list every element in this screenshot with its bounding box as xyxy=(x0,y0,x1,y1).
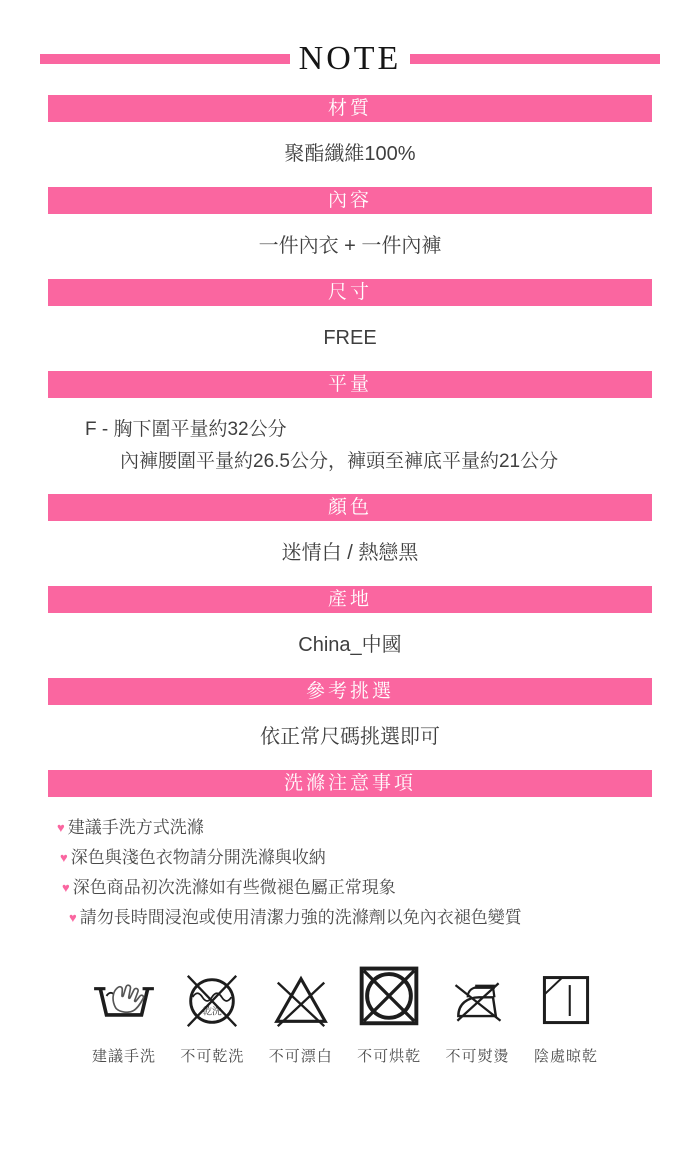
section-header-contents: 內容 xyxy=(48,187,652,214)
hand-wash-icon xyxy=(91,965,157,1033)
section-header-washing: 洗滌注意事項 xyxy=(48,770,652,797)
no-iron-icon xyxy=(448,971,508,1033)
care-note-text: 建議手洗方式洗滌 xyxy=(67,818,204,837)
section-header-color: 顏色 xyxy=(48,494,652,521)
origin-value: China_中國 xyxy=(298,634,402,656)
no-dry-clean-icon xyxy=(181,967,243,1033)
measurement-line-1: F - 胸下圍平量約32公分 xyxy=(85,419,287,440)
care-icon-label: 建議手洗 xyxy=(91,1048,156,1065)
care-icon-label: 陰處晾乾 xyxy=(533,1048,598,1065)
size-value: FREE xyxy=(323,327,377,349)
care-icon-label: 不可漂白 xyxy=(268,1048,333,1065)
contents-value: 一件內衣 + 一件內褲 xyxy=(258,235,442,257)
care-icon-no-tumble-dry xyxy=(345,961,433,1066)
care-note-item xyxy=(0,813,700,843)
care-icon-label: 不可乾洗 xyxy=(180,1048,245,1065)
care-icon-no-iron xyxy=(434,971,522,1066)
section-header-size: 尺寸 xyxy=(48,279,652,306)
section-header-origin: 產地 xyxy=(48,586,652,613)
product-note-page xyxy=(0,42,700,1066)
heart-icon: ♥ xyxy=(60,850,68,865)
care-icons-row xyxy=(80,961,610,1066)
material-value: 聚酯纖維100% xyxy=(284,143,416,165)
dry-clean-inner-text: 乾洗 xyxy=(202,1006,223,1018)
page-title-row xyxy=(40,42,660,76)
heart-icon: ♥ xyxy=(69,910,77,925)
section-header-selection-guide: 參考挑選 xyxy=(48,678,652,705)
title-rule-left xyxy=(40,54,290,64)
heart-icon: ♥ xyxy=(62,880,70,895)
selection-guide-value: 依正常尺碼挑選即可 xyxy=(260,726,440,748)
care-note-item xyxy=(0,843,700,873)
section-header-measurements: 平量 xyxy=(48,371,652,398)
care-note-text: 請勿長時間浸泡或使用清潔力強的洗滌劑以免內衣褪色變質 xyxy=(79,908,522,927)
title-rule-right xyxy=(410,54,660,64)
care-icon-shade-dry xyxy=(522,969,610,1066)
care-note-text: 深色商品初次洗滌如有些微褪色屬正常現象 xyxy=(72,878,396,897)
no-tumble-dry-icon xyxy=(354,961,424,1033)
care-icon-label: 不可烘乾 xyxy=(357,1048,422,1065)
care-note-item xyxy=(0,873,700,903)
care-icon-no-bleach xyxy=(257,969,345,1066)
care-note-text: 深色與淺色衣物請分開洗滌與收納 xyxy=(70,848,326,867)
care-icon-hand-wash xyxy=(80,965,168,1066)
heart-icon: ♥ xyxy=(57,820,65,835)
care-icon-label: 不可熨燙 xyxy=(445,1048,510,1065)
section-header-material: 材質 xyxy=(48,95,652,122)
care-icon-no-dry-clean xyxy=(168,967,256,1066)
page-title: NOTE xyxy=(298,40,402,77)
measurement-block xyxy=(0,414,700,478)
shade-dry-icon xyxy=(536,969,596,1033)
care-note-item xyxy=(0,903,700,933)
color-value: 迷情白 / 熱戀黑 xyxy=(281,542,419,564)
measurement-line-2: 內褲腰圍平量約26.5公分，褲頭至褲底平量約21公分 xyxy=(120,451,559,472)
no-bleach-icon xyxy=(270,969,332,1033)
care-notes-list xyxy=(0,813,700,933)
